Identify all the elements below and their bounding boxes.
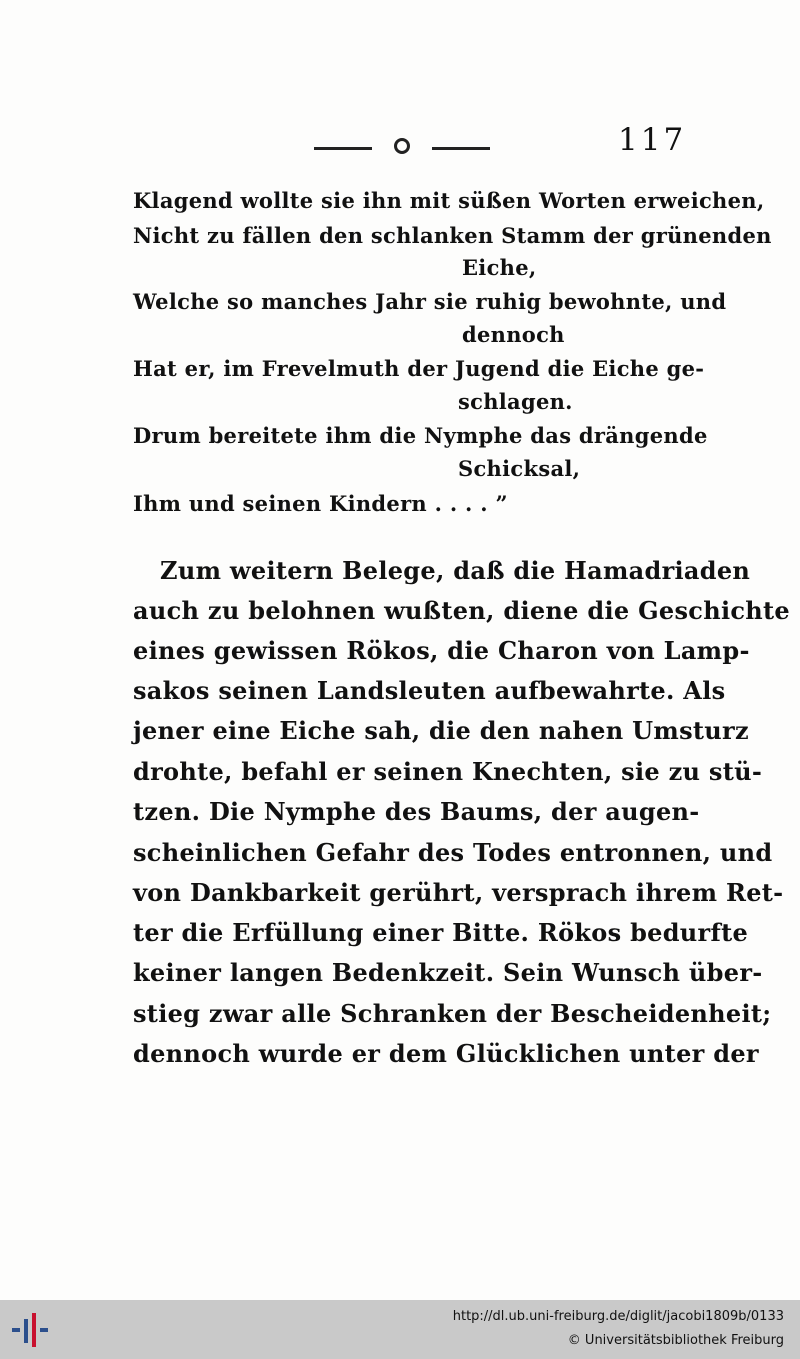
prose-line: eines gewissen Rökos, die Charon von Lamp- (133, 636, 750, 665)
prose-line: ter die Erfüllung einer Bitte. Rökos bedurfte (133, 918, 749, 947)
document-url-link[interactable]: http://dl.ub.uni-freiburg.de/diglit/jacobi1809b/0133 (452, 1309, 784, 1324)
prose-line: sakos seinen Landsleuten aufbewahrte. Als (133, 676, 726, 705)
prose-line: keiner langen Bedenkzeit. Sein Wunsch über- (133, 958, 763, 987)
prose-line: von Dankbarkeit gerührt, versprach ihrem Ret- (133, 878, 784, 907)
prose-line: dennoch wurde er dem Glücklichen unter der (133, 1039, 759, 1068)
prose-line: Zum weitern Belege, daß die Hamadriaden (160, 556, 751, 585)
prose-line: jener eine Eiche sah, die den nahen Umsturz (133, 716, 749, 745)
poem-line: Eiche, (462, 255, 537, 280)
prose-line: auch zu belohnen wußten, diene die Geschichte (133, 596, 790, 625)
prose-line: tzen. Die Nymphe des Baums, der augen- (133, 797, 700, 826)
header-rule-left (314, 147, 372, 150)
poem-line: Klagend wollte sie ihn mit süßen Worten erweichen, (133, 188, 765, 213)
header-rule-right (432, 147, 490, 150)
copyright-notice: © Universitätsbibliothek Freiburg (567, 1333, 784, 1348)
page-number: 117 (618, 122, 687, 158)
prose-line: drohte, befahl er seinen Knechten, sie zu stü- (133, 757, 763, 786)
poem-line: Ihm und seinen Kindern . . . . ” (133, 491, 508, 516)
poem-line: dennoch (462, 322, 565, 347)
poem-line: Welche so manches Jahr sie ruhig bewohnte, und (133, 289, 727, 314)
poem-line: Hat er, im Frevelmuth der Jugend die Eiche ge- (133, 356, 705, 381)
prose-line: scheinlichen Gefahr des Todes entronnen, und (133, 838, 773, 867)
poem-line: Nicht zu fällen den schlanken Stamm der grünenden (133, 223, 772, 248)
poem-line: schlagen. (458, 389, 573, 414)
viewer-footer (0, 1300, 800, 1359)
header-ornament (394, 138, 410, 154)
library-logo-icon (10, 1311, 54, 1349)
prose-line: stieg zwar alle Schranken der Bescheidenheit; (133, 999, 772, 1028)
poem-line: Drum bereitete ihm die Nymphe das drängende (133, 423, 708, 448)
poem-line: Schicksal, (458, 456, 581, 481)
